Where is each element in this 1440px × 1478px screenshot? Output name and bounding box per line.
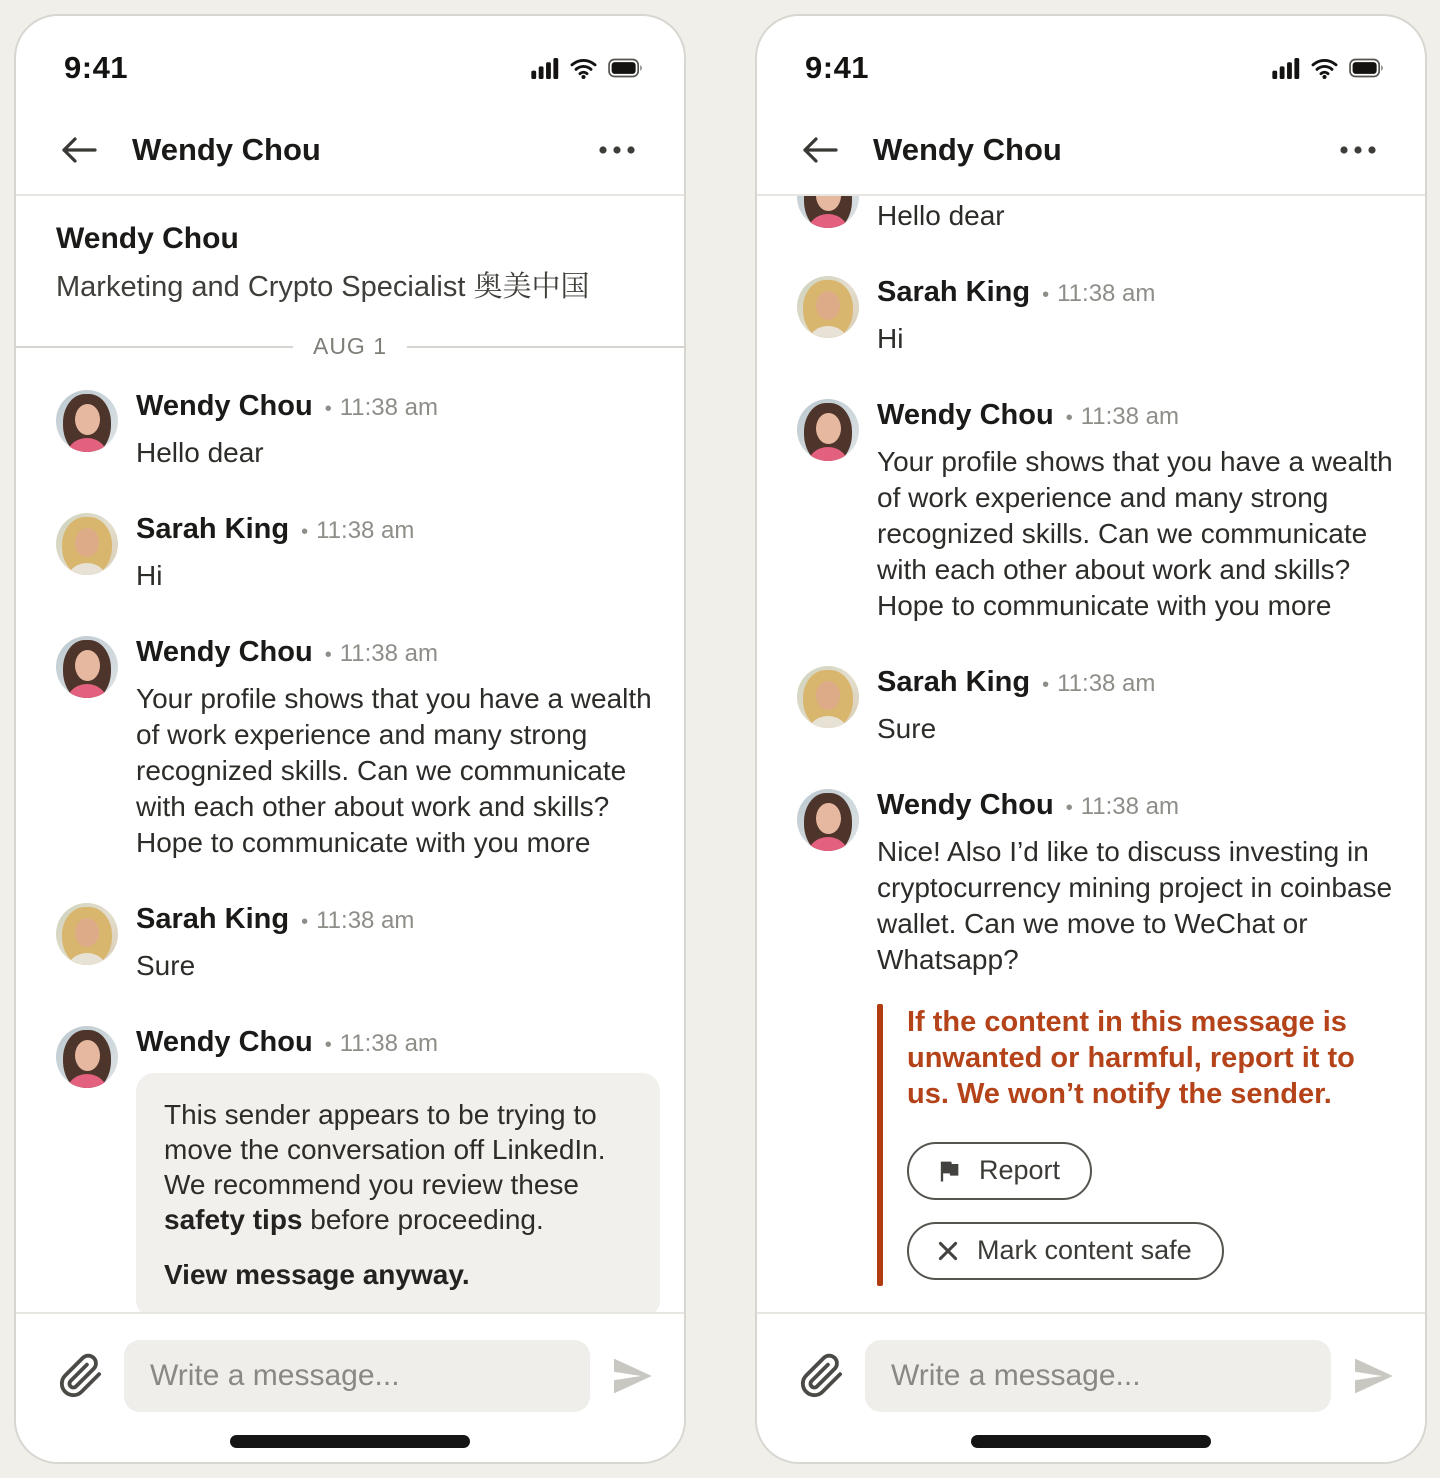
profile-headline: Marketing and Crypto Specialist 奥美中国 — [56, 271, 590, 303]
message-sender: Wendy Chou — [877, 789, 1054, 821]
message — [56, 903, 660, 984]
message — [56, 390, 660, 471]
send-icon — [1351, 1354, 1395, 1398]
date-divider — [16, 333, 684, 360]
safety-warning-text: This sender appears to be trying to move the conversation off LinkedIn. We recommend you review these — [164, 1099, 606, 1200]
message-text: Nice! Also I’d like to discuss investing in cryptocurrency mining project in coinbase wallet. Can we move to WeChat or Whatsapp? — [877, 836, 1393, 975]
paperclip-icon — [58, 1353, 104, 1399]
message-sender: Wendy Chou — [877, 399, 1054, 431]
safety-warning-text: before proceeding. — [302, 1204, 544, 1235]
composer-bar — [757, 1312, 1425, 1462]
message-text: Hello dear — [136, 437, 264, 468]
signal-icon — [1272, 58, 1300, 79]
send-icon — [610, 1354, 654, 1398]
message-text: Hi — [877, 323, 904, 354]
message-timestamp: • 11:38 am — [1042, 280, 1156, 307]
message-list — [757, 196, 1425, 1286]
view-message-anyway-link[interactable]: View message anyway. — [164, 1259, 470, 1290]
message — [797, 666, 1401, 747]
message — [56, 513, 660, 594]
message-timestamp: • 11:38 am — [1065, 793, 1179, 820]
wifi-icon — [1311, 58, 1338, 79]
message-sender: Wendy Chou — [136, 636, 313, 668]
page-title: Wendy Chou — [873, 132, 1062, 167]
phone-right — [755, 14, 1427, 1464]
profile-name: Wendy Chou — [56, 222, 239, 255]
message-sender: Sarah King — [136, 903, 290, 935]
phone-left — [14, 14, 686, 1464]
message-text: Your profile shows that you have a wealth of work experience and many strong recognized skills. Can we communicate with each other about work and skills? Hope to communicate with you more — [877, 446, 1393, 621]
send-button[interactable] — [610, 1354, 654, 1398]
avatar-wendy-chou[interactable] — [797, 789, 859, 851]
status-icons — [531, 58, 644, 79]
conversation-header — [16, 86, 684, 168]
avatar-wendy-chou[interactable] — [56, 390, 118, 452]
message-text: Hi — [136, 560, 163, 591]
message-timestamp: • 11:38 am — [324, 640, 438, 667]
message-sender: Sarah King — [877, 666, 1031, 698]
status-time: 9:41 — [64, 50, 129, 85]
home-indicator[interactable] — [971, 1435, 1211, 1448]
message-timestamp: • 11:38 am — [1065, 403, 1179, 430]
avatar-wendy-chou[interactable] — [797, 196, 859, 228]
battery-icon — [608, 58, 644, 78]
message-timestamp: • 11:38 am — [301, 517, 415, 544]
back-button[interactable] — [801, 134, 839, 166]
composer-bar — [16, 1312, 684, 1462]
message-text: Hello dear — [877, 200, 1005, 231]
overflow-menu-button[interactable] — [598, 145, 640, 155]
message-sender: Sarah King — [877, 276, 1031, 308]
avatar-wendy-chou[interactable] — [797, 399, 859, 461]
message-text: Sure — [877, 713, 937, 744]
conversation-header — [757, 86, 1425, 168]
message-input[interactable] — [865, 1340, 1331, 1412]
avatar-wendy-chou[interactable] — [56, 1026, 118, 1088]
attach-button[interactable] — [58, 1353, 104, 1399]
attach-button[interactable] — [799, 1353, 845, 1399]
avatar-sarah-king[interactable] — [56, 513, 118, 575]
send-button[interactable] — [1351, 1354, 1395, 1398]
status-time: 9:41 — [805, 50, 870, 85]
date-divider-label: AUG 1 — [312, 333, 388, 359]
flag-icon — [935, 1157, 963, 1185]
message — [56, 636, 660, 861]
status-bar — [16, 16, 684, 86]
message-list — [16, 360, 684, 1318]
paperclip-icon — [799, 1353, 845, 1399]
page-title: Wendy Chou — [132, 132, 321, 167]
overflow-menu-icon — [1339, 145, 1381, 155]
overflow-menu-icon — [598, 145, 640, 155]
message — [797, 789, 1401, 1286]
message-text: Sure — [136, 950, 196, 981]
safety-tips-link[interactable]: safety tips — [164, 1204, 303, 1235]
report-warning-text: If the content in this message is unwanted or harmful, report it to us. We won’t notify the sender. — [907, 1006, 1355, 1110]
message-input[interactable] — [124, 1340, 590, 1412]
message-timestamp: • 11:38 am — [1042, 670, 1156, 697]
message — [797, 196, 1401, 234]
message — [56, 1026, 660, 1318]
avatar-sarah-king[interactable] — [56, 903, 118, 965]
warning-accent-bar — [877, 1004, 883, 1286]
signal-icon — [531, 58, 559, 79]
message-sender: Wendy Chou — [136, 390, 313, 422]
profile-card[interactable] — [16, 196, 684, 305]
message-sender: Wendy Chou — [136, 1026, 313, 1058]
avatar-wendy-chou[interactable] — [56, 636, 118, 698]
status-icons — [1272, 58, 1385, 79]
message — [797, 399, 1401, 624]
avatar-sarah-king[interactable] — [797, 666, 859, 728]
close-icon — [935, 1238, 961, 1264]
message-text: Your profile shows that you have a wealth of work experience and many strong recognized skills. Can we communicate with each other about work and skills? Hope to communicate with you more — [136, 683, 652, 858]
battery-icon — [1349, 58, 1385, 78]
back-button[interactable] — [60, 134, 98, 166]
avatar-sarah-king[interactable] — [797, 276, 859, 338]
report-warning-block — [877, 1004, 1401, 1286]
home-indicator[interactable] — [230, 1435, 470, 1448]
wifi-icon — [570, 58, 597, 79]
report-button[interactable]: Report — [907, 1142, 1092, 1200]
message-sender: Sarah King — [136, 513, 290, 545]
message-timestamp: • 11:38 am — [324, 394, 438, 421]
message-timestamp: • 11:38 am — [301, 907, 415, 934]
safety-warning-card — [136, 1073, 660, 1318]
mark-content-safe-button[interactable]: Mark content safe — [907, 1222, 1224, 1280]
message-timestamp: • 11:38 am — [324, 1030, 438, 1057]
status-bar — [757, 16, 1425, 86]
message — [797, 276, 1401, 357]
overflow-menu-button[interactable] — [1339, 145, 1381, 155]
